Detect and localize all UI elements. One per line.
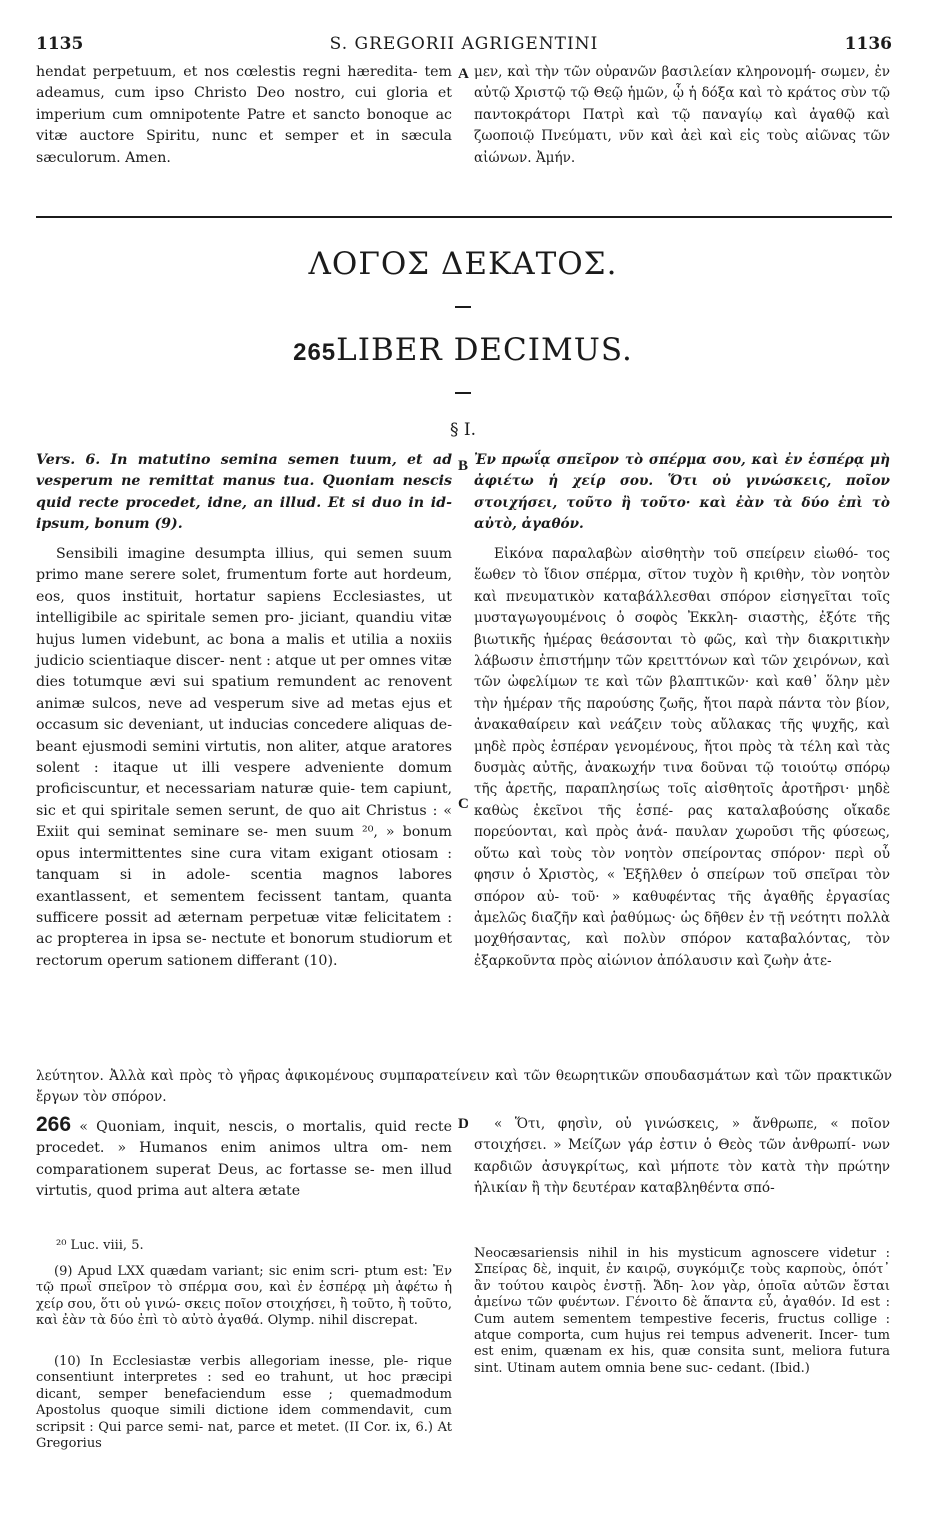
running-header: [36, 34, 892, 58]
section-number: § I.: [449, 420, 477, 440]
top-greek-column: [474, 62, 890, 169]
top-latin-column: [36, 62, 452, 169]
margin-marker-b: B: [458, 458, 469, 474]
footnote-9: [36, 1264, 452, 1330]
running-title: S. GREGORII AGRIGENTINI: [329, 34, 599, 54]
greek-book-title: ΛΟΓΟΣ ΔΕΚΑΤΟΣ.: [308, 246, 618, 282]
margin-marker-c: C: [458, 796, 469, 812]
verse-greek-text: Ἐν πρωΐᾳ σπεῖρον τὸ σπέρμα σου, καὶ ἐν ἑσπέρᾳ μὴ ἀφιέτω ἡ χείρ σου. Ὅτι οὐ γινώσκεις, ποῖον στοιχήσει, τοῦτο ἢ τοῦτο· καὶ ἐὰν τὰ δύο ἐπὶ τὸ αὐτὸ, ἀγαθόν.: [474, 452, 890, 533]
footnote-reference-text: ²⁰ Luc. viii, 5.: [56, 1238, 144, 1253]
latin-book-title: [0, 332, 926, 368]
body-latin-paragraph-2: [36, 1114, 452, 1203]
footnote-9-text: (9) Apud LXX quædam variant; sic enim scri- ptum est: Ἐν τῷ πρωῒ σπεῖρον τὸ σπέρμα σου, καὶ ἐν ἑσπέρᾳ μὴ ἀφέτω ἡ χείρ σου, ὅτι οὐ γινώ- σκεις ποῖον στοιχήσει, ἢ τοῦτο, ἢ τοῦτο, καὶ ἐὰν τὰ δύο ἐπὶ τὸ αὐτὸ ἀγαθά. Olymp. nihil discrepat.: [36, 1264, 452, 1329]
body-latin-column-2: [36, 1114, 452, 1203]
body-latin-column: [36, 544, 452, 972]
page-number-right: 1136: [844, 34, 892, 54]
page-number-left: 1135: [36, 34, 84, 54]
latin-paragraph-2-text: « Quoniam, inquit, nescis, o mortalis, quid recte procedet. » Humanos enim animos ultra om- nem comparationem superat Deus, ac fortasse se- men illud virtutis, quod prima aut altera ætate: [36, 1119, 452, 1200]
footnote-10: [36, 1354, 452, 1452]
top-latin-text: hendat perpetuum, et nos cœlestis regni hæredita- tem adeamus, cum ipso Christo Deo nostro, cui gloria et imperium cum omnipotente Patre et sancto bonoque ac vitæ auctore Spiritu, nunc et semper et in sæcula sæculorum. Amen.: [36, 64, 452, 166]
latin-book-title-text: LIBER DECIMUS.: [336, 332, 633, 368]
footnote-right-text: Neocæsariensis nihil in his mysticum agnoscere videtur : Σπείρας δὲ, inquit, ἐν καιρῷ, συγκόμιζε τοὺς καρποὺς, ὁπότ᾽ ἂν τούτου καιρὸς ἐνστῇ. Ἄδη- λον γὰρ, ὁποῖα αὐτῶν ἔσται ἀμείνω τῶν φυέντων. Γένοιτο δὲ ἅπαντα εὖ, ἀγαθόν. Id est : Cum autem sementem tempestive feceris, fructus collige : atque comporta, cum hujus rei tempus advenerit. Incer- tum est enim, quænam ex his, quæ consita sunt, meliora futura sint. Utinam autem omnia bene suc- cedant. (Ibid.): [474, 1246, 890, 1376]
full-width-greek-text: λεύτητον. Ἀλλὰ καὶ πρὸς τὸ γῆρας ἀφικομένους συμπαρατείνειν καὶ τῶν θεωρητικῶν σπουδασμάτων καὶ τῶν πρακτικῶν ἔργων τὸν σπόρον.: [36, 1068, 892, 1106]
title-dash-2: [455, 392, 471, 394]
verse-latin-text: Vers. 6. In matutino semina semen tuum, et ad vesperum ne remittat manus tua. Quoniam nescis quid recte procedet, idne, an illud. Et si duo in id- ipsum, bonum (9).: [36, 452, 452, 533]
footnote-10-text: (10) In Ecclesiastæ verbis allegoriam inesse, ple- rique consentiunt interpretes : sed eo trahunt, ut hoc præcipi dicant, semper benefaciendum esse ; quemadmodum Apostolus quoque simili dictione idem commendavit, cum scripsit : Qui parce semi- nat, parce et metet. (II Cor. ix, 6.) At Gregorius: [36, 1354, 452, 1452]
full-width-greek: [36, 1066, 892, 1109]
body-latin-paragraph: Sensibili imagine desumpta illius, qui semen suum primo mane serere solet, frumentum forte aut hordeum, eos, quos instituit, hortatur sapiens Ecclesiastes, ut intelligibile ac spiritale semen pro- jiciant, quandiu vitæ hujus lumen videbunt, ac bona a malis et utilia a noxiis judicio scientiaque discer- nent : atque ut per omnes vitæ dies totumque ævi sui spatium remundent ac renovent animæ sulcos, neve ad vesperum sive ad metas ejus et occasum sic deveniant, ut inducias concedere aliquas de- beant ejusmodi semini virtutis, non aliter, atque aratores solent : itaque ut illi vespere adveniente domum proficiscuntur, et necessariam naturæ quie- tem capiunt, sic et qui spiritale semen serunt, de quo ait Christus : « Exiit qui seminat seminare se- men suum ²⁰, » bonum opus intermittentes sine cura vitam exigant otiosam : tanquam si in adole- scentia magnos labores exantlassent, et sementem fecissent tantam, quanta sufficere possit ad æternam perpetuæ vitæ felicitatem : ac propterea in ipsa se- nectute et bonorum studiorum et rectorum operum sationem differant (10).: [36, 546, 452, 969]
footnote-right-column: [474, 1246, 890, 1377]
column-number-266: 266: [36, 1113, 72, 1136]
section-divider: [36, 216, 892, 218]
margin-marker-d: D: [458, 1116, 469, 1132]
verse-greek: [474, 450, 890, 536]
body-greek-paragraph-2: « Ὅτι, φησὶν, οὐ γινώσκεις, » ἄνθρωπε, « ποῖον στοιχήσει. » Μείζων γάρ ἐστιν ὁ Θεὸς τῶν ἀνθρωπί- νων καρδιῶν ἀσυγκρίτως, καὶ μήποτε τὸν κατὰ τὴν πρώτην ἡλικίαν ἢ τὴν δευτέραν καταβληθέντα σπό-: [474, 1116, 890, 1197]
book-column-number: 265: [293, 339, 337, 366]
footnote-reference: [56, 1238, 452, 1254]
body-greek-column-2: [474, 1114, 890, 1200]
title-dash: [455, 306, 471, 308]
top-greek-text: μεν, καὶ τὴν τῶν οὐρανῶν βασιλείαν κληρονομή- σωμεν, ἐν αὐτῷ Χριστῷ τῷ Θεῷ ἡμῶν, ᾧ ἡ δόξα καὶ τὸ κράτος σὺν τῷ παντοκράτορι Πατρὶ καὶ τῷ παναγίῳ καὶ ἀγαθῷ καὶ ζωοποιῷ Πνεύματι, νῦν καὶ ἀεὶ καὶ εἰς τοὺς αἰῶνας τῶν αἰώνων. Ἀμήν.: [474, 64, 890, 166]
body-greek-column: [474, 544, 890, 972]
verse-latin: [36, 450, 452, 536]
body-greek-paragraph: Εἰκόνα παραλαβὼν αἰσθητὴν τοῦ σπείρειν εἰωθό- τος ἕωθεν τὸ ἴδιον σπέρμα, σῖτον τυχὸν ἢ κριθὴν, τὸν νοητὸν καὶ πνευματικὸν καταβάλλεσθαι σπόρον εἰσηγεῖται τοῖς μυσταγωγουμένοις ὁ σοφὸς Ἐκκλη- σιαστὴς, ἐξότε τῆς βιωτικῆς ἡμέρας θεάσονται τὸ φῶς, καὶ τὴν διακριτικὴν λάβωσιν ἐπιστήμην τῶν κρειττόνων καὶ τῶν χειρόνων, καὶ τῶν ὠφελίμων τε καὶ τῶν βλαπτικῶν· καὶ καθ᾽ ὅλην μὲν τὴν ἡμέραν τῆς παρούσης ζωῆς, ἤτοι παρὰ πάντα τὸν βίον, ἀνακαθαίρειν καὶ νεάζειν τοὺς αὔλακας τῆς ψυχῆς, καὶ μηδὲ πρὸς ἑσπέραν γενομένους, ἤτοι πρὸς τὰ τέλη καὶ τὰς δυσμὰς αὐτῆς, ἀνακωχήν τινα δοῦναι τῷ τοιούτῳ σπόρῳ τῆς ἀρετῆς, παραπλησίως τοῖς αἰσθητοῖς ἀροτῆρσι· μηδὲ καθὼς ἐκεῖνοι τῆς ἑσπέ- ρας καταλαβούσης οἴκαδε πορεύονται, καὶ πρὸς ἀνά- παυλαν χωροῦσι τῆς φύσεως, οὕτω καὶ τοὺς τὸν νοητὸν σπείροντας σπόρον· περὶ οὗ φησιν ὁ Χριστὸς, « Ἐξῆλθεν ὁ σπείρων τοῦ σπεῖραι τὸν σπόρον αὐ- τοῦ· » καθυφέντας τῆς ἀγαθῆς ἐργασίας ἀμελῶς διαζῆν καὶ ῥαθύμως· ὡς δῆθεν ἐν τῇ νεότητι πολλὰ μοχθήσαντας, καὶ πολὺν σπόρον καταβαλόντας, τὸν ἐξαρκοῦντα πρὸς αἰώνιον ἀπόλαυσιν καὶ ζωὴν ἀτε-: [474, 546, 890, 969]
margin-marker-a: A: [458, 66, 469, 82]
